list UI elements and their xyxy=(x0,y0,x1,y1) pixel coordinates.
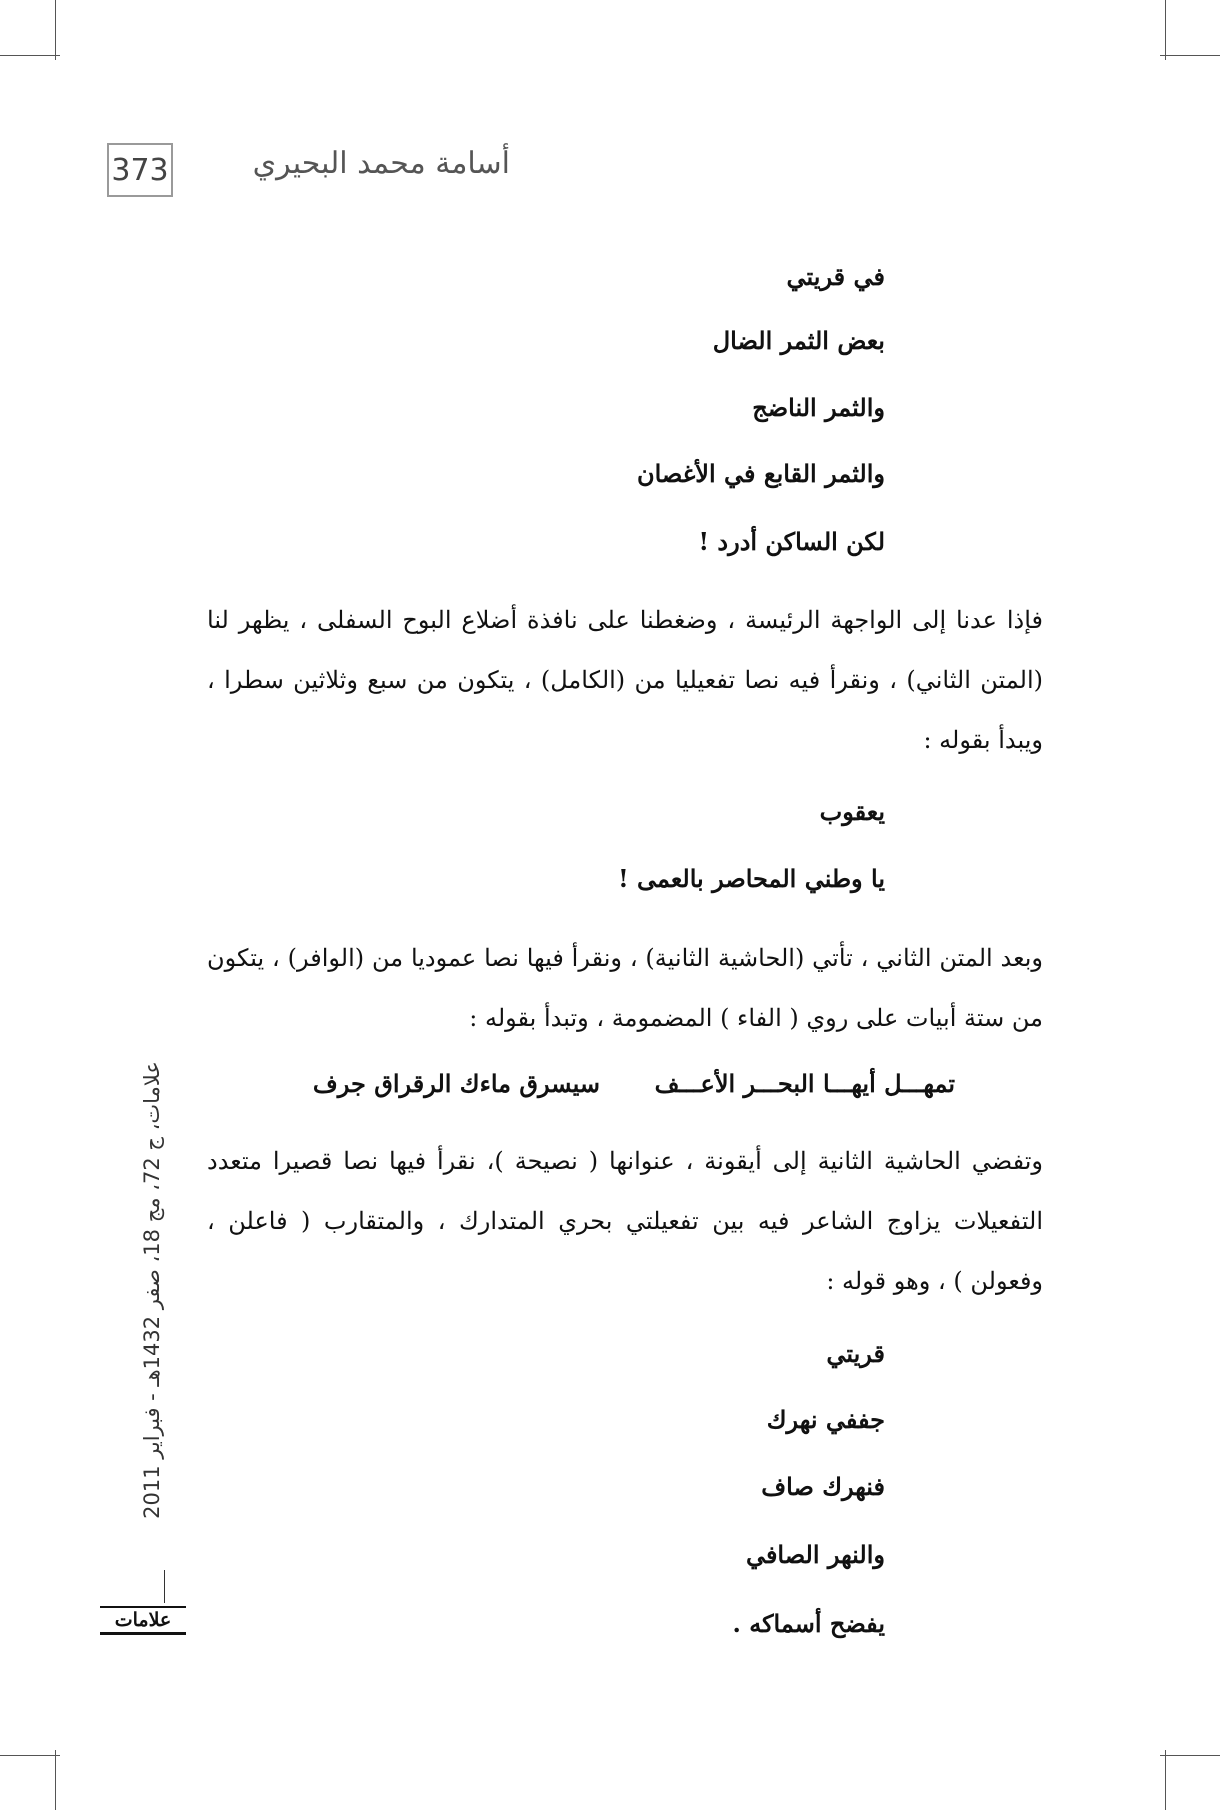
body-paragraph: وتفضي الحاشية الثانية إلى أيقونة ، عنوانها ( نصيحة )، نقرأ فيها نصا قصيرا متعدد التفعيلات يزاوج الشاعر فيه بين تفعيلتي بحري المتدارك ، والمتقارب ( فاعلن ، وفعولن ) ، وهو قوله : xyxy=(207,1147,1044,1295)
poem-line: بعض الثمر الضال xyxy=(712,326,885,355)
crop-mark xyxy=(1160,1755,1220,1756)
poem-line: جففي نهرك xyxy=(766,1405,885,1434)
author-running-head: أسامة محمد البحيري xyxy=(252,146,510,181)
page-number: 373 xyxy=(107,143,173,197)
poem-line: يا وطني المحاصر بالعمى ! xyxy=(618,864,885,893)
journal-logo: علامات xyxy=(100,1606,186,1635)
verse-hemistich: تمهـــل أيهـــا البحـــر الأعـــف xyxy=(654,1069,955,1098)
body-paragraph: وبعد المتن الثاني ، تأتي (الحاشية الثانية) ، ونقرأ فيها نصا عموديا من (الوافر) ، يتكون من ستة أبيات على روي ( الفاء ) المضمومة ، وتبدأ بقوله : xyxy=(207,944,1044,1032)
side-divider xyxy=(164,1570,165,1603)
poem-line: في قريتي xyxy=(786,262,885,291)
crop-mark xyxy=(1160,55,1220,56)
crop-mark xyxy=(0,1755,60,1756)
crop-mark xyxy=(1165,1750,1166,1810)
poem-line: يعقوب xyxy=(819,797,885,826)
body-paragraph: فإذا عدنا إلى الواجهة الرئيسة ، وضغطنا على نافذة أضلاع البوح السفلى ، يظهر لنا (المتن الثاني) ، ونقرأ فيه نصا تفعيليا من (الكامل) ، يتكون من سبع وثلاثين سطرا ، ويبدأ بقوله : xyxy=(207,606,1043,754)
poem-line: فنهرك صاف xyxy=(761,1472,885,1501)
verse-hemistich: سيسرق ماءك الرقراق جرف xyxy=(312,1069,600,1098)
journal-citation: علامات، ج 72، مج 18، صفر 1432هـ - فبراير 2011 xyxy=(140,1061,164,1519)
poem-line: قريتي xyxy=(826,1339,885,1368)
crop-mark xyxy=(55,1750,56,1810)
poem-line: والثمر القابع في الأغصان xyxy=(636,459,885,488)
verse-line xyxy=(270,1063,970,1107)
poem-line: والنهر الصافي xyxy=(745,1540,885,1569)
crop-mark xyxy=(55,0,56,60)
poem-line: والثمر الناضج xyxy=(752,393,885,422)
poem-line: يفضح أسماكه . xyxy=(732,1609,885,1638)
poem-line: لكن الساكن أدرد ! xyxy=(698,527,885,556)
crop-mark xyxy=(1165,0,1166,60)
crop-mark xyxy=(0,55,60,56)
